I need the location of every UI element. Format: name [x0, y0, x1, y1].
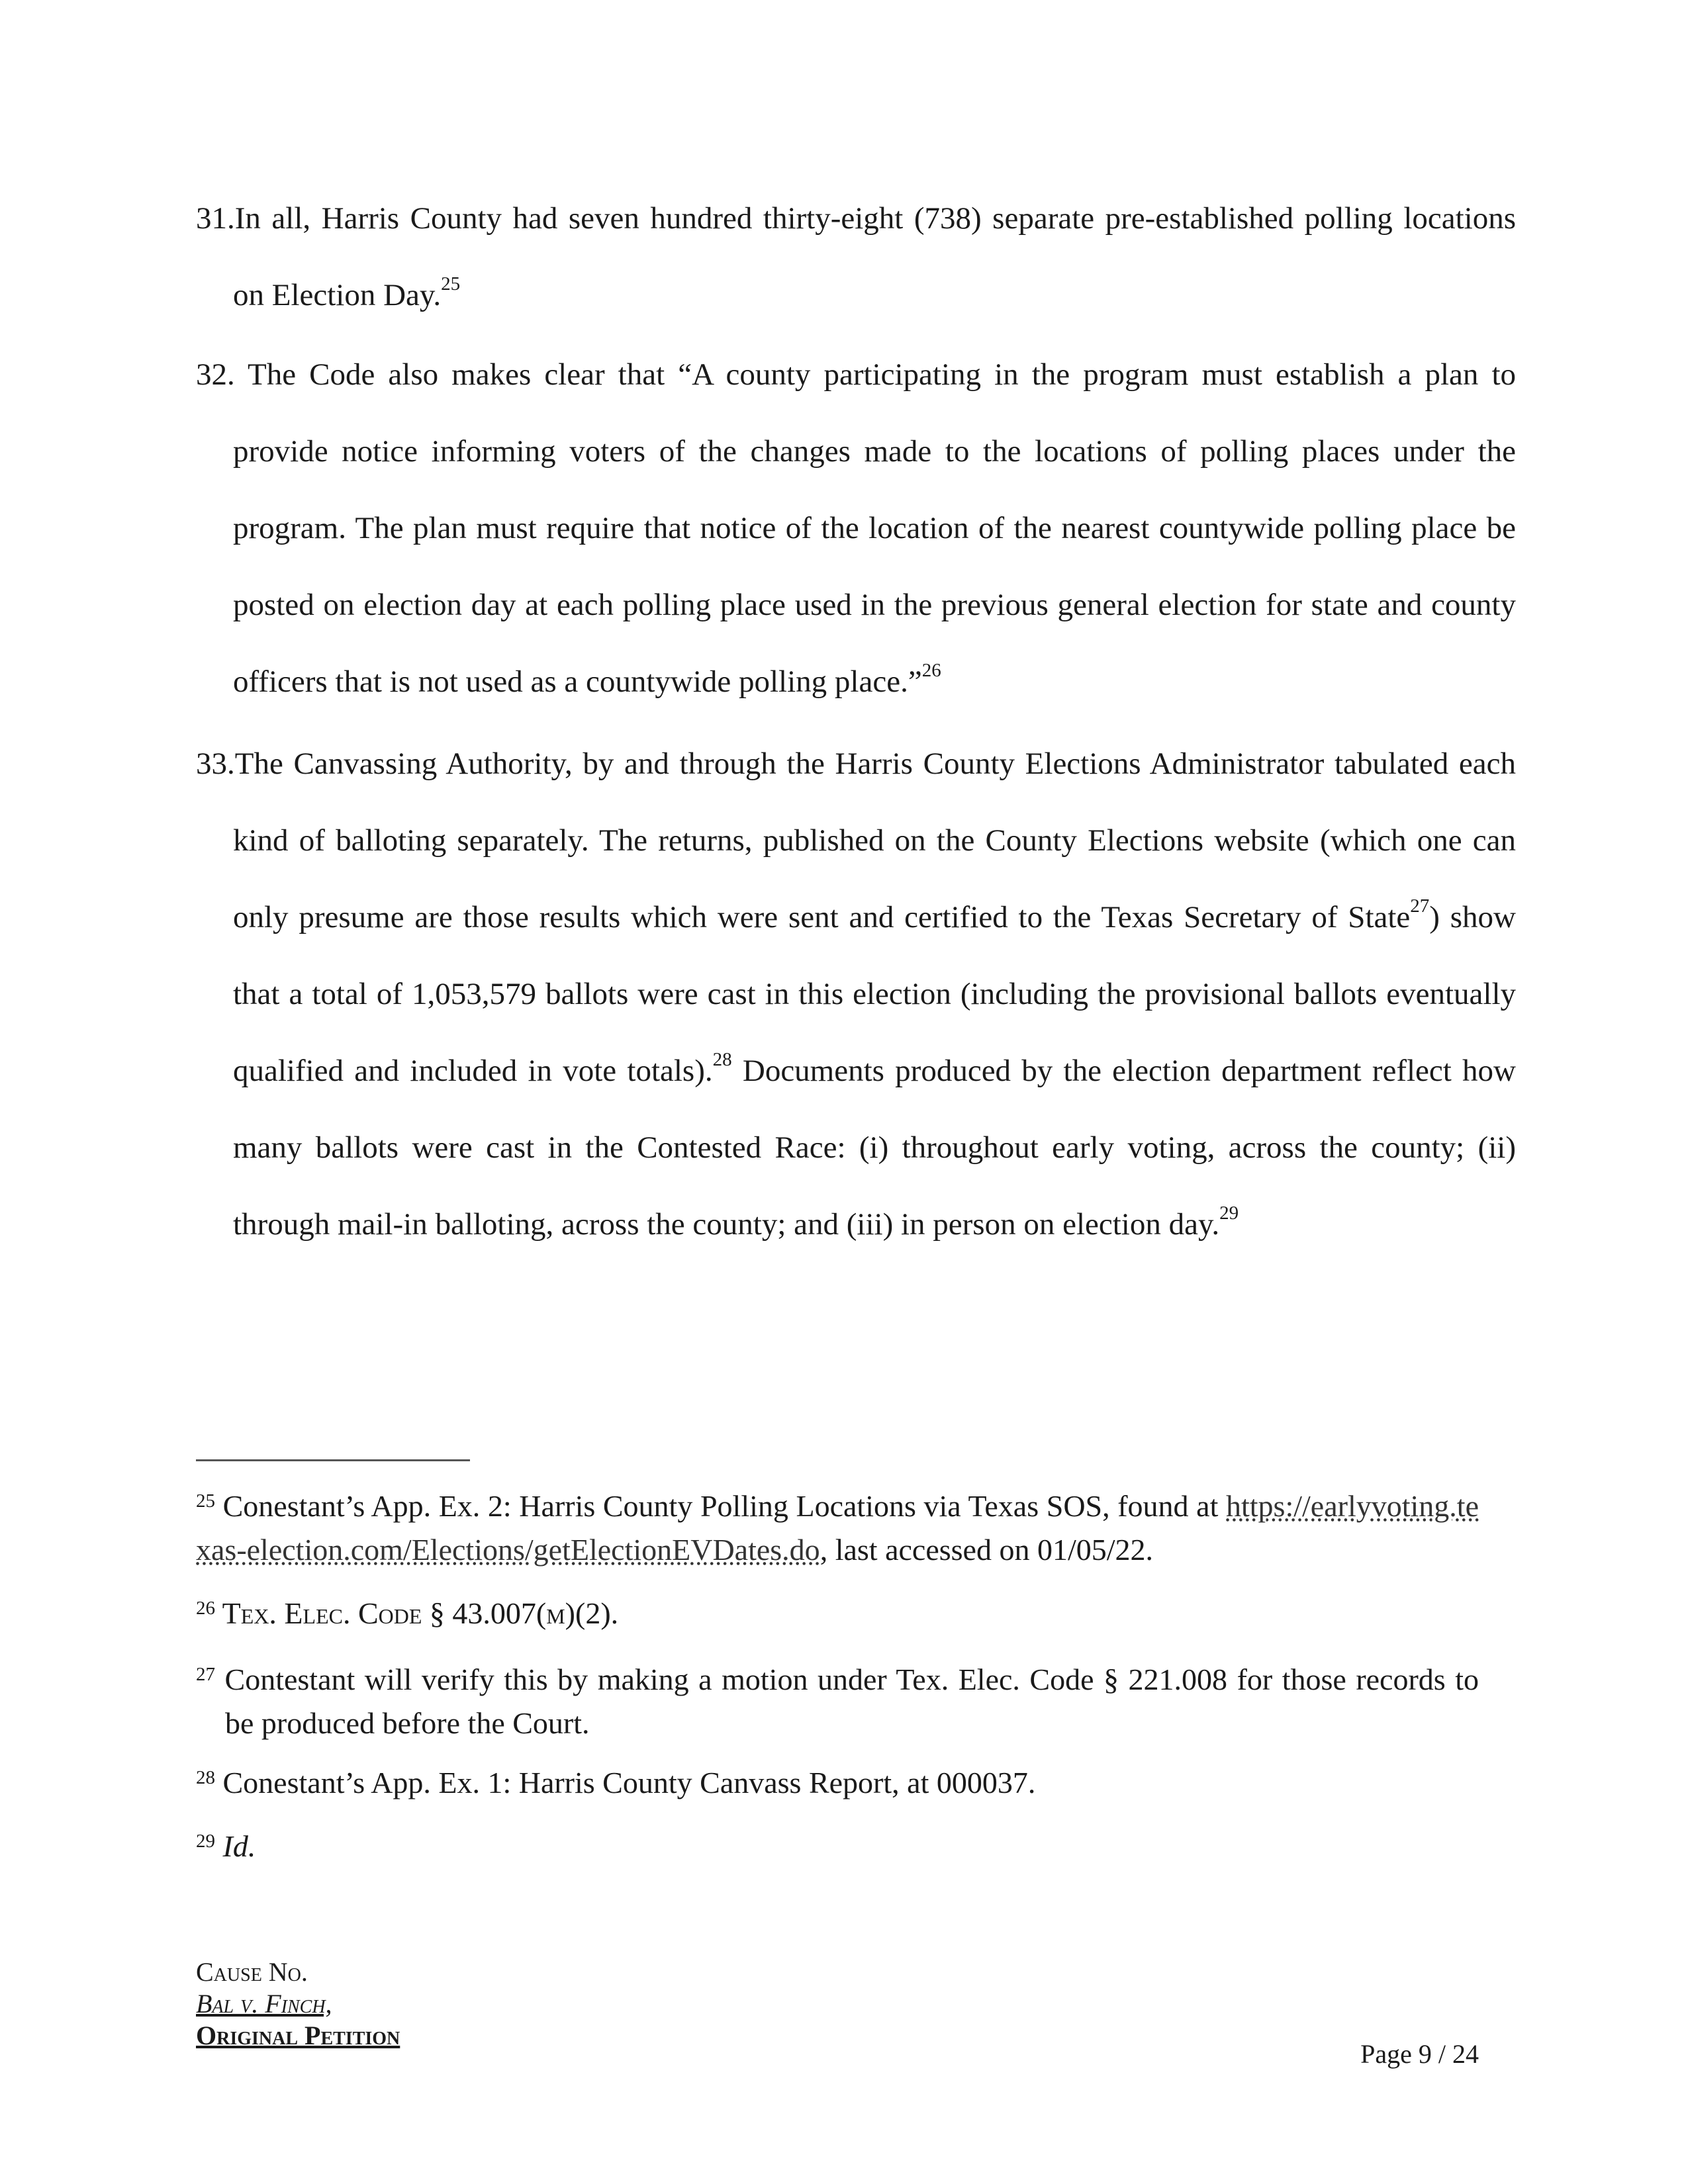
footnote-number: 28	[196, 1767, 215, 1788]
footnote-26	[196, 1594, 1479, 1637]
footnote-body	[196, 1660, 1479, 1743]
footnote-28	[196, 1763, 1479, 1807]
paragraph-text: ) show that a total of 1,053,579 ballots were cast in this election (including the provisional ballots eventually qualified and included in vote totals).	[233, 900, 1516, 1088]
page-number: Page 9 / 24	[1360, 2039, 1479, 2069]
paragraph-text: The Canvassing Authority, by and through the Harris County Elections Administrator tabulated each kind of balloting separately. The returns, published on the County Elections website (which one can only presume are those results which were sent and certified to the Texas Secretary of State	[233, 747, 1516, 934]
footnote-ref[interactable]: 27	[1410, 895, 1430, 917]
footnote-separator	[196, 1459, 470, 1461]
footnote-number: 26	[196, 1598, 215, 1619]
paragraph-33	[196, 725, 1516, 1263]
footnote-text: Conestant’s App. Ex. 2: Harris County Polling Locations via Texas SOS, found at	[215, 1489, 1226, 1523]
footnote-number: 27	[196, 1664, 215, 1685]
page-footer	[196, 1956, 400, 2052]
paragraph-text: Documents produced by the election department reflect how many ballots were cast in the Contested Race: (i) throughout early voting, across the county; (ii) through mail-in balloting, across the county; and (iii) in person on election day.	[233, 1054, 1516, 1242]
footnote-text: Id.	[215, 1829, 256, 1863]
footnote-ref[interactable]: 26	[921, 660, 941, 682]
paragraph-number: 33.	[196, 747, 235, 781]
footnote-ref[interactable]: 25	[441, 273, 461, 295]
footnote-ref[interactable]: 28	[712, 1049, 732, 1071]
footnote-text: Conestant’s App. Ex. 1: Harris County Canvass Report, at 000037.	[215, 1766, 1036, 1799]
footnote-text: , last accessed on 01/05/22.	[820, 1533, 1154, 1567]
footnote-text: Contestant will verify this by making a motion under Tex. Elec. Code § 221.008 for those records to be produced before the Court.	[215, 1662, 1479, 1740]
paragraph-text: The Code also makes clear that “A county participating in the program must establish a plan to provide notice informing voters of the changes made to the locations of polling places under the program. The plan must require that notice of the location of the nearest countywide polling place be posted on election day at each polling place used in the previous general election for state and county officers that is not used as a countywide polling place.”	[233, 357, 1517, 699]
footnote-number: 25	[196, 1490, 215, 1512]
footnote-25	[196, 1486, 1479, 1570]
footnote-text: Tex. Elec. Code § 43.007(m)(2).	[215, 1596, 619, 1630]
paragraph-31	[196, 180, 1516, 334]
paragraph-32	[196, 336, 1516, 720]
cause-number: Cause No.	[196, 1957, 308, 1987]
footnote-29	[196, 1827, 1479, 1870]
footnote-link[interactable]: https://earlyvoting.texas-election.com/Elections/getElectionEVDates.do	[196, 1489, 1479, 1567]
footnote-number: 29	[196, 1831, 215, 1852]
document-title: Original Petition	[196, 2021, 400, 2050]
footnote-27	[196, 1660, 1479, 1743]
case-name: Bal v. Finch,	[196, 1989, 332, 2019]
paragraph-text: In all, Harris County had seven hundred thirty-eight (738) separate pre-established polling locations on Election Day.	[233, 201, 1516, 312]
paragraph-number: 31.	[196, 201, 235, 236]
footnote-ref[interactable]: 29	[1219, 1203, 1239, 1224]
paragraph-number: 32.	[196, 357, 248, 392]
